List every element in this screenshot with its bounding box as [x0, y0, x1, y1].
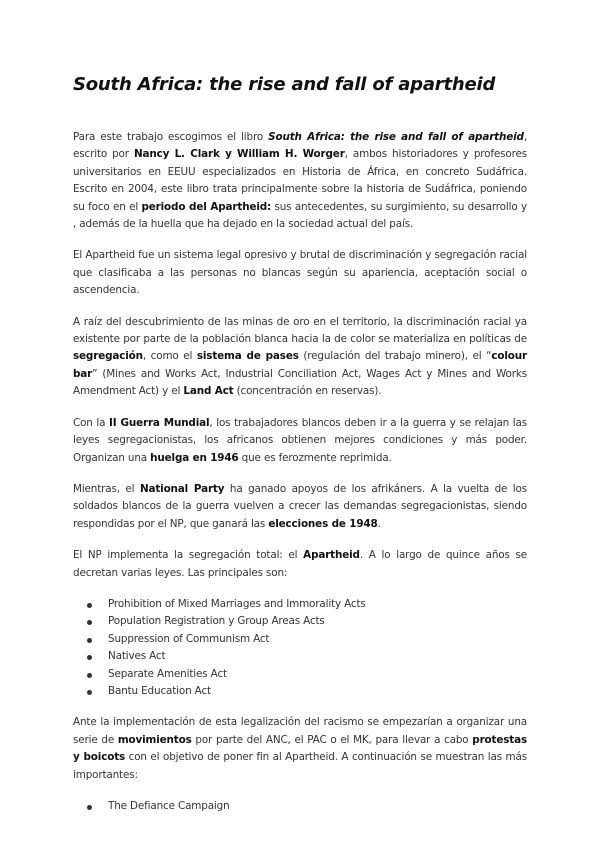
- intro-text: , ambos historiadores y profesores universitarios en EEUU especializados en Historia de África, en concreto Sudáfrica. Escrito en 2004, este libro trata principalmente sobre la historia de Sudáfrica, poniendo su foco en el: [73, 148, 528, 213]
- bullet-icon: [87, 638, 92, 643]
- paragraph-text: por parte del ANC, el PAC o el MK, para llevar a cabo: [191, 733, 473, 746]
- paragraph-text: .: [377, 517, 381, 530]
- list-item: [73, 648, 527, 665]
- list-item-text: Bantu Education Act: [108, 684, 211, 697]
- national-party-paragraph: [73, 481, 527, 533]
- ww2-paragraph: [73, 415, 527, 467]
- list-item: [73, 683, 527, 700]
- paragraph-text: (regulación del trabajo minero), el “: [298, 350, 492, 363]
- paragraph-text: El NP implementa la segregación total: el: [73, 549, 304, 562]
- land-act-term: Land Act: [183, 385, 234, 398]
- list-item: [73, 596, 527, 613]
- paragraph-text: , los trabajadores blancos deben ir a la guerra y se relajan las leyes segregacionistas, los africanos obtienen mejores condiciones y más poder. Organizan una: [73, 416, 527, 464]
- protests-term: protestas y boicots: [73, 733, 527, 764]
- paragraph-text: con el objetivo de poner fin al Apartheid. A continuación se muestran las más importantes:: [73, 751, 527, 781]
- list-item-text: Separate Amenities Act: [108, 667, 227, 680]
- bullet-icon: [87, 655, 92, 660]
- apartheid-term: Apartheid: [303, 549, 360, 562]
- paragraph-text: Con la: [73, 416, 110, 429]
- paragraph-text: ha ganado apoyos de los afrikáners. A la vuelta de los soldados blancos de la guerra vuelven a crecer las demandas segregacionistas, siendo respondidas por el NP, que ganará las: [73, 482, 528, 530]
- authors: Nancy L. Clark y William H. Worger: [133, 148, 345, 161]
- list-item: [73, 613, 527, 630]
- ww2-term: II Guerra Mundial: [109, 416, 210, 429]
- bullet-icon: [87, 603, 92, 608]
- paragraph-text: ” (Mines and Works Act, Industrial Conciliation Act, Wages Act y Mines and Works Amendment Act) y el: [73, 367, 527, 398]
- document-title: South Africa: the rise and fall of apartheid: [73, 74, 496, 95]
- paragraph-text: (concentración en reservas).: [233, 385, 382, 398]
- list-item-text: Population Registration y Group Areas Acts: [108, 615, 325, 628]
- paragraph-text: que es ferozmente reprimida.: [238, 451, 392, 464]
- list-item: [73, 666, 527, 683]
- apartheid-period: periodo del Apartheid:: [141, 200, 272, 213]
- bullet-icon: [87, 690, 92, 695]
- np-implements-paragraph: [73, 547, 527, 582]
- intro-text: sus antecedentes, su surgimiento, su desarrollo y , además de la huella que ha dejado en la sociedad actual del país.: [73, 200, 527, 231]
- intro-paragraph: [73, 129, 527, 233]
- national-party-term: National Party: [139, 482, 225, 495]
- movements-paragraph: [73, 714, 527, 784]
- movements-term: movimientos: [117, 733, 192, 746]
- campaigns-list: [73, 798, 527, 815]
- list-item: [73, 798, 527, 815]
- strike-term: huelga en 1946: [150, 451, 239, 464]
- paragraph-text: A raíz del descubrimiento de las minas de oro en el territorio, la discriminación racial ya existente por parte de la población blanca hacia la de color se materializa en políticas de: [73, 315, 527, 346]
- bullet-icon: [87, 673, 92, 678]
- list-item-text: Suppression of Communism Act: [108, 632, 270, 645]
- intro-text: , escrito por: [73, 131, 527, 161]
- list-item-text: Natives Act: [108, 650, 166, 663]
- paragraph-text: , como el: [142, 350, 197, 363]
- definition-paragraph: El Apartheid fue un sistema legal opresivo y brutal de discriminación y segregación racial que clasificaba a las personas no blancas según su apariencia, aceptación social o ascendencia.: [73, 249, 527, 297]
- paragraph-text: Mientras, el: [73, 482, 140, 495]
- book-title: South Africa: the rise and fall of apartheid: [268, 131, 524, 143]
- elections-term: elecciones de 1948: [268, 517, 378, 530]
- list-item-text: Prohibition of Mixed Marriages and Immorality Acts: [108, 597, 366, 610]
- pass-system-term: sistema de pases: [196, 350, 299, 363]
- segregation-term: segregación: [73, 350, 143, 363]
- bullet-icon: [87, 620, 92, 625]
- paragraph-text: Ante la implementación de esta legalización del racismo se empezarían a organizar una serie de: [73, 716, 527, 746]
- laws-list: [73, 596, 527, 700]
- paragraph-text: . A lo largo de quince años se decretan varias leyes. Las principales son:: [73, 549, 527, 579]
- intro-text: Para este trabajo escogimos el libro: [73, 131, 269, 143]
- bullet-icon: [87, 805, 92, 810]
- gold-mines-paragraph: [73, 314, 527, 401]
- list-item-text: The Defiance Campaign: [108, 800, 230, 812]
- list-item: [73, 631, 527, 648]
- colour-bar-term: colour bar: [73, 350, 527, 380]
